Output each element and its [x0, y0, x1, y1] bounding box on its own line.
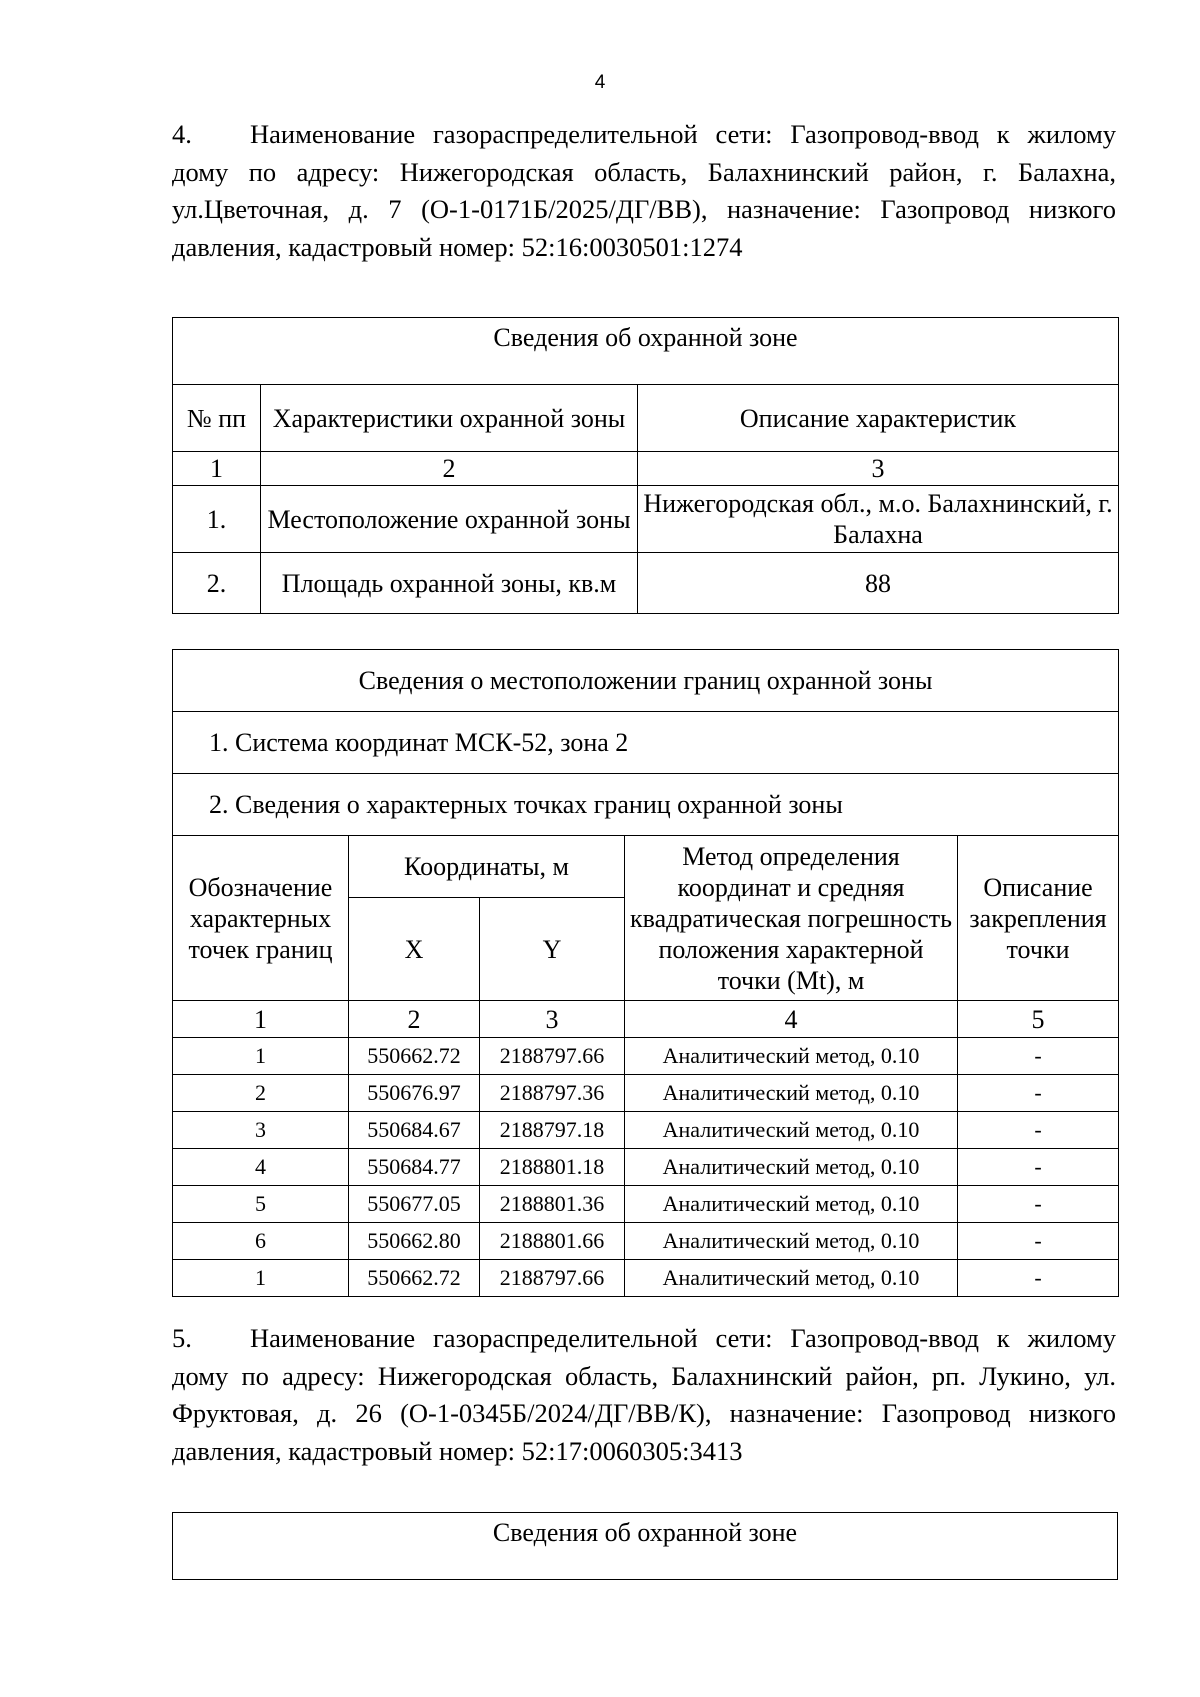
section-4-paragraph [172, 116, 1116, 266]
point-method: Аналитический метод, 0.10 [625, 1186, 958, 1223]
point-id: 1 [173, 1038, 349, 1075]
point-id: 1 [173, 1260, 349, 1297]
point-description: - [958, 1112, 1119, 1149]
boundary-table [172, 649, 1119, 1297]
header-fixing-description: Описание закрепления точки [958, 836, 1119, 1001]
index-cell: 4 [625, 1001, 958, 1038]
point-description: - [958, 1186, 1119, 1223]
point-x: 550684.77 [349, 1149, 480, 1186]
zone-table-2-title: Сведения об охранной зоне [173, 1513, 1118, 1580]
index-cell: 2 [261, 452, 638, 486]
table-row [173, 1075, 1119, 1112]
zone-table-title: Сведения об охранной зоне [173, 318, 1119, 385]
point-method: Аналитический метод, 0.10 [625, 1038, 958, 1075]
table-row [173, 1038, 1119, 1075]
point-id: 6 [173, 1223, 349, 1260]
point-x: 550662.80 [349, 1223, 480, 1260]
index-cell: 1 [173, 452, 261, 486]
point-x: 550662.72 [349, 1038, 480, 1075]
point-x: 550677.05 [349, 1186, 480, 1223]
table-row [173, 553, 1119, 614]
row-number: 1. [173, 486, 261, 553]
row-characteristic: Местоположение охранной зоны [261, 486, 638, 553]
header-y: Y [480, 898, 625, 1001]
section-4-number: 4. [172, 119, 192, 149]
header-method: Метод определения координат и средняя квадратическая погрешность положения характерной точки (Mt), м [625, 836, 958, 1001]
point-description: - [958, 1223, 1119, 1260]
point-y: 2188801.36 [480, 1186, 625, 1223]
index-cell: 2 [349, 1001, 480, 1038]
point-x: 550676.97 [349, 1075, 480, 1112]
point-id: 2 [173, 1075, 349, 1112]
point-id: 5 [173, 1186, 349, 1223]
point-description: - [958, 1038, 1119, 1075]
point-description: - [958, 1260, 1119, 1297]
point-method: Аналитический метод, 0.10 [625, 1112, 958, 1149]
point-y: 2188797.66 [480, 1260, 625, 1297]
zone-info-table-2 [172, 1512, 1118, 1580]
index-cell: 3 [480, 1001, 625, 1038]
table-row [173, 1149, 1119, 1186]
point-description: - [958, 1149, 1119, 1186]
section-5-number: 5. [172, 1323, 192, 1353]
row-description: 88 [638, 553, 1119, 614]
point-y: 2188797.36 [480, 1075, 625, 1112]
point-y: 2188797.18 [480, 1112, 625, 1149]
page-number: 4 [594, 72, 606, 93]
row-characteristic: Площадь охранной зоны, кв.м [261, 553, 638, 614]
point-x: 550684.67 [349, 1112, 480, 1149]
point-y: 2188801.66 [480, 1223, 625, 1260]
zone-info-table [172, 317, 1119, 614]
section-5-paragraph [172, 1320, 1116, 1470]
coordinate-system: 1. Система координат МСК-52, зона 2 [173, 712, 1119, 774]
section-5-text: Наименование газораспределительной сети: Газопровод-ввод к жилому дому по адресу: Нижегородская область, Балахнинский район, рп. Лукино, ул. Фруктовая, д. 26 (О-1-0345Б/2024/ДГ/ВВ/К), назначение: Газопровод низкого давления, кадастровый номер: 52:17:0060305:3413 [172, 1323, 1116, 1466]
table-row [173, 486, 1119, 553]
point-method: Аналитический метод, 0.10 [625, 1223, 958, 1260]
header-description: Описание характеристик [638, 385, 1119, 452]
header-number: № пп [173, 385, 261, 452]
table-row [173, 1260, 1119, 1297]
point-y: 2188801.18 [480, 1149, 625, 1186]
header-characteristics: Характеристики охранной зоны [261, 385, 638, 452]
point-x: 550662.72 [349, 1260, 480, 1297]
index-cell: 1 [173, 1001, 349, 1038]
header-coordinates: Координаты, м [349, 836, 625, 898]
point-y: 2188797.66 [480, 1038, 625, 1075]
section-4-text: Наименование газораспределительной сети: Газопровод-ввод к жилому дому по адресу: Нижегородская область, Балахнинский район, г. Балахна, ул.Цветочная, д. 7 (О-1-0171Б/2025/ДГ/ВВ), назначение: Газопровод низкого давления, кадастровый номер: 52:16:0030501:1274 [172, 119, 1116, 262]
header-designation: Обозначение характерных точек границ [173, 836, 349, 1001]
table-row [173, 1223, 1119, 1260]
point-method: Аналитический метод, 0.10 [625, 1075, 958, 1112]
points-title: 2. Сведения о характерных точках границ охранной зоны [173, 774, 1119, 836]
table-row [173, 1112, 1119, 1149]
point-method: Аналитический метод, 0.10 [625, 1149, 958, 1186]
point-description: - [958, 1075, 1119, 1112]
header-x: X [349, 898, 480, 1001]
boundary-table-title: Сведения о местоположении границ охранной зоны [173, 650, 1119, 712]
table-row [173, 1186, 1119, 1223]
point-id: 3 [173, 1112, 349, 1149]
point-id: 4 [173, 1149, 349, 1186]
index-cell: 5 [958, 1001, 1119, 1038]
row-number: 2. [173, 553, 261, 614]
point-method: Аналитический метод, 0.10 [625, 1260, 958, 1297]
index-cell: 3 [638, 452, 1119, 486]
row-description: Нижегородская обл., м.о. Балахнинский, г. Балахна [638, 486, 1119, 553]
